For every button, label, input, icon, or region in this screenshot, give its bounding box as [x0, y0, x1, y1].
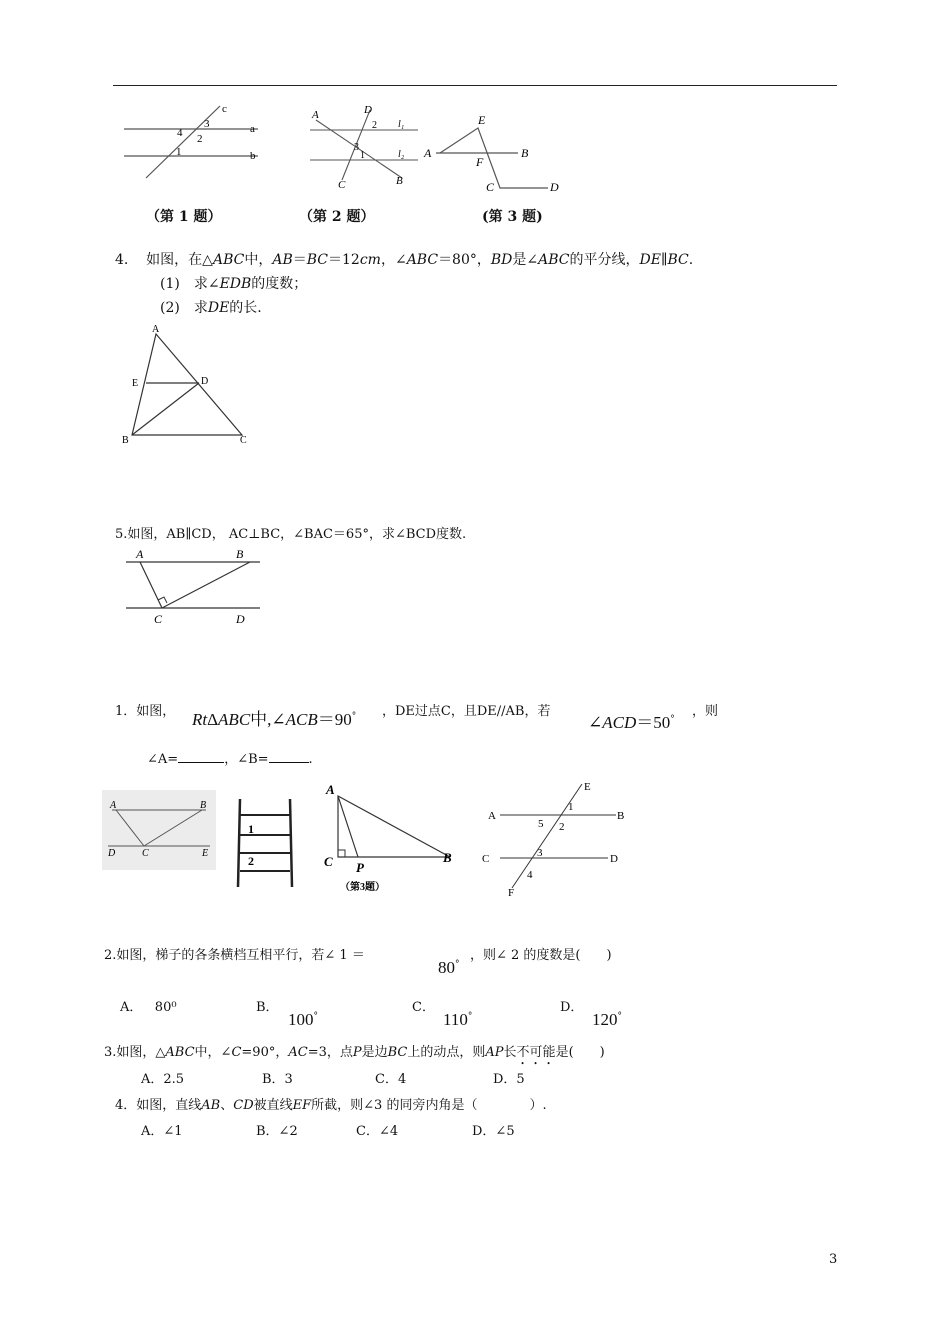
page-number: 3 — [829, 1252, 838, 1267]
p1-delta: Δ — [207, 710, 219, 729]
label-b: B — [521, 146, 529, 160]
p1-rt: Rt — [192, 710, 208, 729]
label-b: B — [200, 800, 207, 811]
p4-t3: 、 — [220, 1098, 234, 1113]
angle-1: 1 — [176, 146, 182, 158]
angle-2: 2 — [559, 821, 565, 833]
p3-t5: =90°， — [241, 1045, 289, 1060]
figure-q4-triangle — [118, 320, 258, 450]
label-c: c — [222, 103, 227, 115]
p1-math1: RtΔABC中,∠ACB＝90° — [192, 710, 357, 729]
angle-4: 4 — [527, 869, 533, 881]
label-c: C — [482, 853, 490, 865]
q4-t3: 中， — [244, 252, 273, 268]
p4-t7: 所截，则∠3 的同旁内角是（ ）. — [311, 1098, 547, 1113]
label-c: C — [142, 848, 149, 859]
label-d: D — [364, 104, 372, 116]
segment-ac — [140, 562, 162, 608]
p2-val: 80 — [438, 958, 455, 977]
q4-t2: ABC — [212, 252, 245, 268]
label-a: A — [312, 109, 319, 121]
label-d: D — [236, 612, 245, 626]
figure-ladder — [232, 795, 298, 890]
p2-a-label: A． — [120, 1000, 143, 1015]
angle-2: 2 — [372, 120, 377, 131]
p3-option-d[interactable]: D．5 — [493, 1072, 525, 1087]
p3-t8: P — [352, 1045, 362, 1060]
label-f: F — [476, 155, 484, 169]
q4-t13: 是∠ — [512, 252, 539, 268]
p1-math2: ∠ACD＝50° — [588, 713, 675, 732]
p1-angle: ∠ — [588, 713, 603, 732]
p2-option-d-value: 120° — [592, 1010, 622, 1029]
angle-3: 3 — [537, 847, 543, 859]
q4-sub2 — [160, 298, 262, 318]
label-c: C — [240, 435, 247, 446]
label-e: E — [202, 848, 209, 859]
label-e: E — [132, 378, 139, 389]
q4-t9: ，∠ — [380, 252, 407, 268]
p4-t6: EF — [292, 1098, 312, 1113]
p3-t12: AP — [485, 1045, 504, 1060]
p2-b-val: 100 — [288, 1010, 314, 1029]
p3-option-b[interactable]: B．3 — [262, 1072, 293, 1087]
angle-2: 2 — [197, 133, 203, 145]
label-a: A — [152, 324, 160, 335]
p4-t4: CD — [233, 1098, 254, 1113]
p3-t11: 上的动点，则 — [407, 1045, 486, 1060]
label-c: C — [154, 612, 163, 626]
q4-num: 4. — [115, 252, 129, 268]
figure-q2 — [300, 100, 425, 195]
p1-line2-a: ∠A= — [147, 752, 179, 767]
angle-3: 3 — [204, 118, 210, 130]
p3-emphasis: 不可能 — [516, 1045, 556, 1060]
p3-t14: 是( ) — [555, 1045, 605, 1060]
label-d: D — [201, 376, 209, 387]
angle-4: 4 — [177, 127, 183, 139]
p3-t3: 中，∠ — [194, 1045, 232, 1060]
label-b: b — [250, 150, 256, 162]
p2-lead: 2.如图，梯子的各条横档互相平行，若∠ 1 ＝ — [104, 948, 365, 963]
figure-p1 — [102, 790, 216, 870]
segment-bc — [162, 562, 250, 608]
angle-1: 1 — [568, 801, 574, 813]
q4-t15: 的平分线， — [569, 252, 640, 268]
p3-t10: BC — [387, 1045, 408, 1060]
q4-t7: ＝12 — [328, 252, 360, 268]
label-a: a — [250, 123, 255, 135]
q4-t5: ＝ — [292, 252, 307, 268]
label-c: C — [324, 854, 333, 869]
q4-t12: BD — [490, 252, 513, 268]
angle-5: 5 — [538, 818, 544, 830]
figure-right-triangle — [318, 780, 463, 900]
p2-option-d-label[interactable]: D． — [560, 1000, 584, 1015]
q4-t11: ＝80°， — [438, 252, 491, 268]
p1-lead: 1．如图， — [115, 704, 176, 719]
label-a: A — [326, 782, 335, 797]
p3-t9: 是边 — [361, 1045, 388, 1060]
p4-t5: 被直线 — [253, 1098, 293, 1113]
label-b: B — [396, 175, 403, 187]
label-d: D — [610, 853, 618, 865]
p2-option-c-label[interactable]: C． — [412, 1000, 435, 1015]
p3-t1: 3.如图，△ — [104, 1045, 166, 1060]
header-rule — [113, 85, 837, 86]
polyline-efcd — [440, 128, 548, 188]
p1-mid: 中,∠ — [250, 710, 286, 729]
q4-sub2-c: 的长. — [229, 300, 262, 316]
q4-t4: AB — [272, 252, 293, 268]
p3-stem — [104, 1043, 605, 1068]
p1-tail: ，则 — [692, 704, 719, 719]
q4-sub1-b: EDB — [219, 276, 252, 292]
label-d: D — [550, 180, 559, 194]
q4-t1: 如图，在△ — [146, 252, 213, 268]
p1-mid2: ，DE过点C，且DE//AB，若 — [382, 704, 551, 719]
p1-eq1: ＝90 — [317, 710, 352, 729]
figure-q1 — [118, 100, 268, 185]
p4-option-b[interactable]: B．∠2 — [256, 1124, 298, 1139]
q4-sub2-b: DE — [207, 300, 230, 316]
p2-option-a[interactable] — [120, 998, 177, 1018]
label-l2: l₂ — [398, 149, 405, 160]
label-e: E — [478, 113, 486, 127]
line-ef — [512, 784, 582, 888]
label-f: F — [508, 887, 515, 898]
p1-line2-b: ，∠B= — [224, 752, 269, 767]
q4-t18: BC — [667, 252, 689, 268]
label-a: A — [110, 800, 117, 811]
ladder-rail-left — [238, 799, 240, 887]
p4-t1: 4．如图，直线 — [115, 1098, 202, 1113]
label-e: E — [584, 781, 591, 793]
p1-line2 — [147, 748, 313, 770]
label-c: C — [486, 180, 495, 194]
ladder-rail-right — [290, 799, 292, 887]
p3-option-a[interactable]: A．2.5 — [141, 1072, 185, 1087]
p2-option-b-label[interactable]: B． — [256, 1000, 279, 1015]
figure-transversal — [478, 778, 628, 898]
p1-abc: ABC — [218, 710, 251, 729]
p1-eq2: ＝50 — [636, 713, 671, 732]
p4-option-c[interactable]: C．∠4 — [356, 1124, 399, 1139]
p2-d-val: 120 — [592, 1010, 618, 1029]
p2-c-val: 110 — [443, 1010, 468, 1029]
q4-sub1 — [160, 274, 307, 294]
p2-option-b-value: 100° — [288, 1010, 318, 1029]
p3-t13: 长 — [503, 1045, 517, 1060]
label-b: B — [122, 435, 129, 446]
p4-stem — [115, 1096, 547, 1116]
label-b: B — [443, 850, 452, 865]
label-b: B — [236, 547, 244, 561]
blank-angle-a[interactable] — [178, 748, 224, 763]
p3-t6: AC — [288, 1045, 308, 1060]
p1-line2-c: . — [308, 752, 313, 767]
q4-stem — [115, 250, 693, 270]
line-c — [146, 106, 220, 178]
label-a: A — [488, 810, 496, 822]
p2-a-val: 80⁰ — [154, 1000, 177, 1015]
q4-sub2-a: (2) 求 — [160, 300, 208, 316]
label-c: C — [338, 179, 346, 191]
p2-option-c-value: 110° — [443, 1010, 473, 1029]
q4-t8: cm — [359, 252, 381, 268]
p1-acd: ACD — [602, 713, 637, 732]
caption: （第3题） — [340, 882, 385, 893]
q4-t14: ABC — [538, 252, 570, 268]
q4-t10: ABC — [406, 252, 439, 268]
q4-t19: . — [688, 252, 694, 268]
figure-p1-bg — [102, 790, 216, 870]
p4-t2: AB — [201, 1098, 221, 1113]
p2-value: 80° — [438, 958, 460, 977]
q4-sub1-c: 的度数； — [251, 276, 308, 292]
q4-t16: DE — [639, 252, 661, 268]
p3-t7: =3，点 — [307, 1045, 353, 1060]
triangle-abc — [132, 334, 242, 435]
p3-t4: C — [231, 1045, 242, 1060]
p2-tail: ，则∠ 2 的度数是( ) — [470, 948, 612, 963]
right-angle-mark — [338, 850, 345, 857]
caption-q1: （第 1 题） — [146, 209, 222, 225]
caption-q2: （第 2 题） — [299, 209, 375, 225]
caption-q3: (第 3 题) — [482, 209, 543, 225]
figure-q5 — [118, 545, 268, 640]
p3-t2: ABC — [165, 1045, 195, 1060]
label-a: A — [136, 547, 144, 561]
angle-2: 2 — [248, 854, 254, 868]
label-b: B — [617, 810, 625, 822]
p3-option-c[interactable]: C．4 — [375, 1072, 407, 1087]
label-l1: l₁ — [398, 119, 405, 130]
label-p: P — [356, 860, 364, 875]
q4-t17: ∥ — [660, 252, 668, 268]
angle-1: 1 — [360, 150, 365, 161]
blank-angle-b[interactable] — [269, 748, 309, 763]
p4-option-d[interactable]: D．∠5 — [472, 1124, 515, 1139]
line-ab — [316, 119, 405, 178]
angle-3: 3 — [354, 142, 359, 153]
figure-q3 — [420, 108, 570, 198]
q5-stem: 5.如图，AB∥CD， AC⊥BC，∠BAC＝65°，求∠BCD度数. — [115, 527, 467, 542]
p4-option-a[interactable]: A．∠1 — [141, 1124, 183, 1139]
angle-1: 1 — [248, 822, 254, 836]
p1-acb: ACB — [285, 710, 318, 729]
q4-t6: BC — [306, 252, 328, 268]
label-a: A — [424, 146, 432, 160]
label-d: D — [108, 848, 116, 859]
q4-sub1-a: (1) 求∠ — [160, 276, 220, 292]
